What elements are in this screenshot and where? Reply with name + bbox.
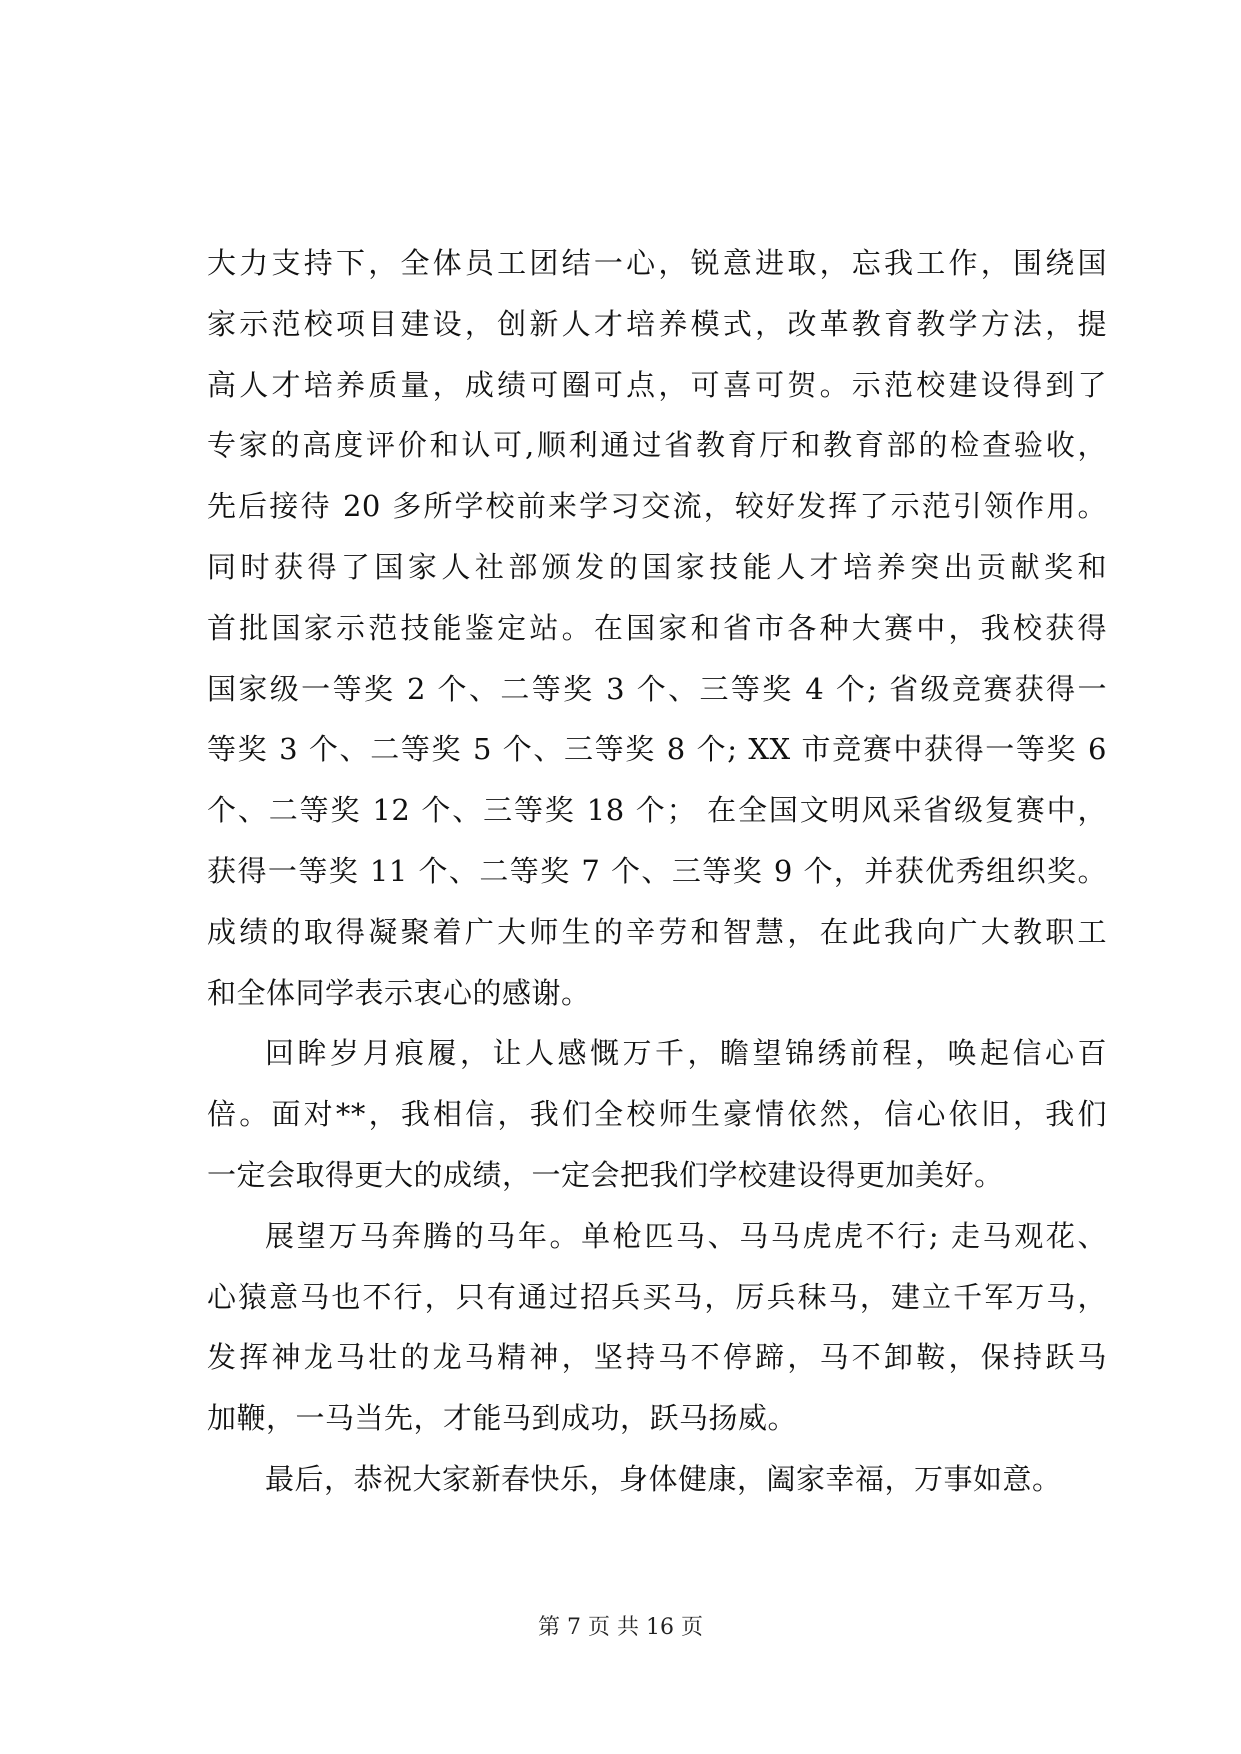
text-line: 等奖 3 个、二等奖 5 个、三等奖 8 个; XX 市竞赛中获得一等奖 6 <box>207 732 1107 767</box>
text-line: 成绩的取得凝聚着广大师生的辛劳和智慧，在此我向广大教职工 <box>207 914 1107 949</box>
text-line: 首批国家示范技能鉴定站。在国家和省市各种大赛中，我校获得 <box>207 610 1107 645</box>
text-line: 发挥神龙马壮的龙马精神，坚持马不停蹄，马不卸鞍，保持跃马 <box>207 1340 1107 1375</box>
page-number-footer: 第 7 页 共 16 页 <box>538 1615 703 1640</box>
text-line: 同时获得了国家人社部颁发的国家技能人才培养突出贡献奖和 <box>207 549 1107 584</box>
text-line: 和全体同学表示衷心的感谢。 <box>207 975 591 1010</box>
text-line: 倍。面对**，我相信，我们全校师生豪情依然，信心依旧，我们 <box>207 1097 1107 1132</box>
text-line: 先后接待 20 多所学校前来学习交流，较好发挥了示范引领作用。 <box>207 489 1107 524</box>
text-line: 心猿意马也不行，只有通过招兵买马，厉兵秣马，建立千军万马， <box>207 1279 1107 1314</box>
text-line: 家示范校项目建设，创新人才培养模式，改革教育教学方法，提 <box>207 306 1107 341</box>
paragraph-start-line: 最后，恭祝大家新春快乐，身体健康，阖家幸福，万事如意。 <box>265 1461 1062 1496</box>
text-line: 大力支持下，全体员工团结一心，锐意进取，忘我工作，围绕国 <box>207 246 1107 280</box>
paragraph-start-line: 回眸岁月痕履，让人感慨万千，瞻望锦绣前程，唤起信心百 <box>265 1036 1107 1071</box>
document-body <box>207 233 1107 1510</box>
paragraph-start-line: 展望万马奔腾的马年。单枪匹马、马马虎虎不行; 走马观花、 <box>265 1218 1107 1253</box>
text-line: 加鞭，一马当先，才能马到成功，跃马扬威。 <box>207 1401 798 1436</box>
text-line: 个、二等奖 12 个、三等奖 18 个； 在全国文明风采省级复赛中， <box>207 793 1107 828</box>
text-line: 一定会取得更大的成绩，一定会把我们学校建设得更加美好。 <box>207 1157 1004 1192</box>
text-line: 国家级一等奖 2 个、二等奖 3 个、三等奖 4 个; 省级竞赛获得一 <box>207 671 1107 706</box>
text-line: 专家的高度评价和认可,顺利通过省教育厅和教育部的检查验收， <box>207 428 1107 463</box>
text-line: 高人才培养质量，成绩可圈可点，可喜可贺。示范校建设得到了 <box>207 367 1107 402</box>
text-line: 获得一等奖 11 个、二等奖 7 个、三等奖 9 个，并获优秀组织奖。 <box>207 853 1107 888</box>
